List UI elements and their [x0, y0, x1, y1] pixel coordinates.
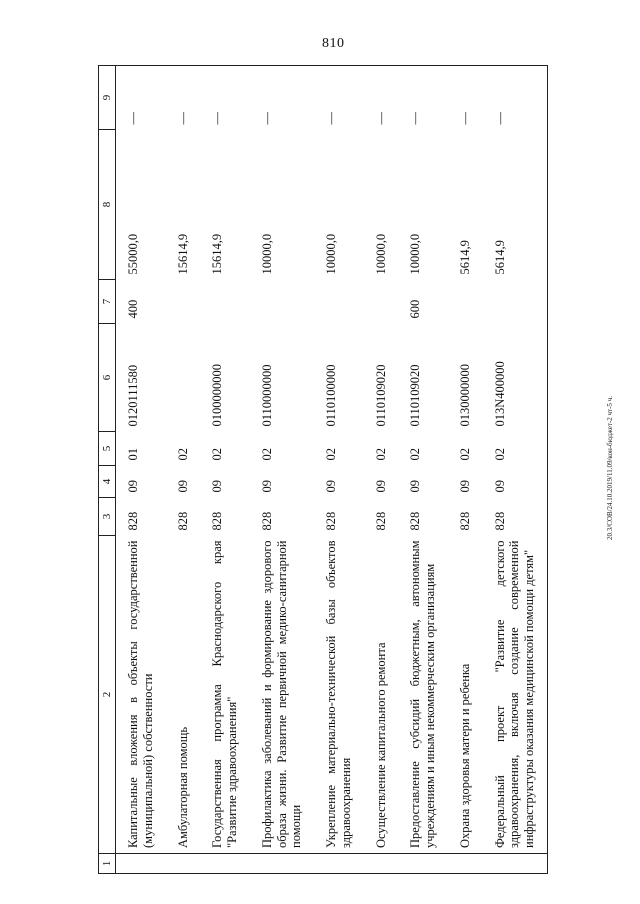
table-row [250, 66, 314, 874]
amount-cell: 15614,9 [175, 233, 190, 275]
target-article-cell: 0110000000 [259, 364, 274, 427]
section-code-cell: 09 [259, 480, 274, 493]
expense-type-cell [448, 280, 483, 324]
subsection-code-cell: 02 [483, 432, 548, 466]
amount-cell: 10000,0 [408, 233, 423, 275]
description-cell: Государственная программа Краснодарского края "Развитие здравоохранения" [210, 540, 239, 848]
table-row [398, 66, 448, 874]
amount-cell: 10000,0 [259, 233, 274, 275]
target-article-cell: 013N400000 [483, 324, 548, 432]
row-number-cell [314, 854, 364, 874]
table-row [448, 66, 483, 874]
header-col-7: 7 [99, 280, 116, 324]
subsection-code-cell: 02 [324, 448, 338, 461]
section-code-cell: 09 [126, 480, 140, 493]
row-number-cell [483, 854, 548, 874]
extra-amount-cell: — [166, 66, 201, 130]
extra-amount-cell: — [398, 66, 448, 130]
section-code-cell: 09 [324, 480, 338, 493]
target-article-cell: 0120111580 [126, 364, 140, 427]
ministry-code-cell: 828 [408, 511, 423, 531]
expense-type-cell [250, 280, 314, 324]
subsection-code-cell: 02 [457, 448, 472, 461]
extra-amount-cell: — [483, 66, 548, 130]
ministry-code-cell: 828 [324, 511, 338, 531]
extra-amount-cell: — [200, 66, 250, 130]
table-row [200, 66, 250, 874]
section-code-cell: 09 [457, 480, 472, 493]
expense-type-cell [314, 280, 364, 324]
subsection-code-cell: 02 [259, 448, 274, 461]
description-cell: Охрана здоровья матери и ребенка [457, 663, 472, 848]
page-number: 810 [322, 36, 345, 51]
ministry-code-cell: 828 [175, 511, 190, 531]
row-number-cell [116, 854, 166, 874]
expense-type-cell [200, 280, 250, 324]
subsection-code-cell: 02 [373, 448, 388, 461]
row-number-cell [364, 854, 399, 874]
amount-cell: 10000,0 [373, 233, 388, 275]
amount-cell: 55000,0 [126, 233, 140, 275]
amount-cell: 5614,9 [483, 130, 548, 280]
description-cell: Федеральный проект "Развитие детского здравоохранения, включая создание современной инфраструктуры оказания медицинской помощи детям" [483, 536, 548, 854]
header-col-3: 3 [99, 498, 116, 536]
subsection-code-cell: 02 [175, 448, 190, 461]
extra-amount-cell: — [364, 66, 399, 130]
row-number-cell [200, 854, 250, 874]
description-cell: Капитальные вложения в объекты государственной (муниципальной) собственности [126, 540, 155, 848]
section-code-cell: 09 [408, 480, 423, 493]
expense-type-cell [364, 280, 399, 324]
extra-amount-cell: — [250, 66, 314, 130]
target-article-cell: 0110100000 [324, 364, 338, 427]
description-cell: Осуществление капитального ремонта [373, 642, 388, 848]
header-col-6: 6 [99, 324, 116, 432]
header-col-5: 5 [99, 432, 116, 466]
target-article-cell: 0110109020 [373, 364, 388, 427]
subsection-code-cell: 02 [408, 448, 423, 461]
subsection-code-cell: 01 [126, 448, 140, 461]
target-article-cell: 0110109020 [408, 364, 423, 427]
header-col-9: 9 [99, 66, 116, 130]
table-row [483, 66, 548, 874]
row-number-cell [448, 854, 483, 874]
table-row [116, 66, 166, 874]
expense-type-cell [166, 280, 201, 324]
table-row [166, 66, 201, 874]
expense-type-cell: 400 [126, 299, 140, 319]
ministry-code-cell: 828 [373, 511, 388, 531]
target-article-cell [166, 324, 201, 432]
ministry-code-cell: 828 [259, 511, 274, 531]
section-code-cell: 09 [483, 466, 548, 498]
section-code-cell: 09 [373, 480, 388, 493]
amount-cell: 10000,0 [324, 233, 338, 275]
ministry-code-cell: 828 [457, 511, 472, 531]
target-article-cell: 0100000000 [210, 364, 225, 427]
header-col-1: 1 [99, 854, 116, 874]
budget-table [98, 65, 548, 874]
table-header-row [99, 66, 116, 874]
header-col-2: 2 [99, 536, 116, 854]
extra-amount-cell: — [116, 66, 166, 130]
ministry-code-cell: 828 [483, 498, 548, 536]
expense-type-cell: 600 [408, 299, 423, 319]
target-article-cell: 0130000000 [457, 364, 472, 427]
description-cell: Предоставление субсидий бюджетным, автономным учреждениям и иным некоммерческим организациям [408, 540, 437, 848]
header-col-4: 4 [99, 466, 116, 498]
row-number-cell [166, 854, 201, 874]
amount-cell: 5614,9 [457, 240, 472, 275]
rotated-table-container [98, 66, 598, 874]
table-row [314, 66, 364, 874]
ministry-code-cell: 828 [210, 511, 225, 531]
description-cell: Укрепление материально-технической базы объектов здравоохранения [324, 540, 353, 848]
table-row [364, 66, 399, 874]
description-cell: Профилактика заболеваний и формирование здорового образа жизни. Развитие первичной медико-санитарной помощи [259, 540, 304, 848]
amount-cell: 15614,9 [210, 233, 225, 275]
extra-amount-cell: — [448, 66, 483, 130]
row-number-cell [398, 854, 448, 874]
row-number-cell [250, 854, 314, 874]
document-footer-note: 20.3/СОВ/24.10.2019/11.09/кон-бюджет-2 чт-5 ч. [606, 396, 614, 540]
header-col-8: 8 [99, 130, 116, 280]
ministry-code-cell: 828 [126, 511, 140, 531]
extra-amount-cell: — [314, 66, 364, 130]
description-cell: Амбулаторная помощь [175, 726, 190, 848]
section-code-cell: 09 [175, 480, 190, 493]
expense-type-cell [483, 280, 548, 324]
subsection-code-cell: 02 [210, 448, 225, 461]
section-code-cell: 09 [210, 480, 225, 493]
